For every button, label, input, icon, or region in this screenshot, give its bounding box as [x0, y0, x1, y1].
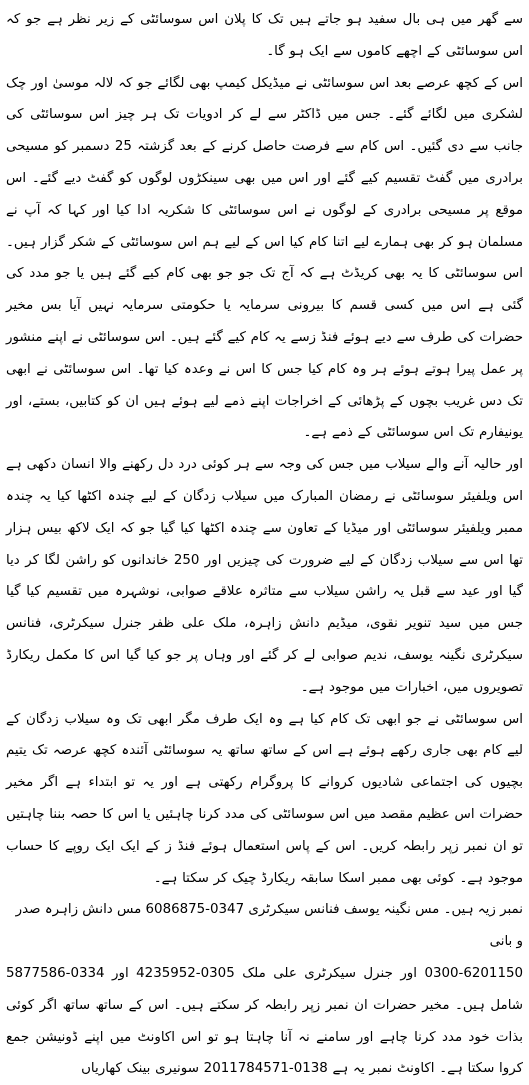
contact-account-details: 0300-6201150 اور جنرل سیکرٹری علی ملک 0305-4235952 اور 0334-5877586 شامل ہیں۔ مخیر حضرات ان نمبر زپر رابطہ کر سکتے ہیں۔ اس کے ساتھ ساتھ اگر کوئی بذات خود مدد کرنا چاہے اور سامنے نہ آنا چاہتا ہو تو اس اکاونٹ میں اپنے ڈونیشن جمع کروا سکتا ہے۔ اکاونٹ نمبر یہ ہے 0138-2011784571 سونیری بینک کھاریاں	[6, 965, 523, 1077]
paragraph-intro: سے گھر میں ہی بال سفید ہو جاتے ہیں تک کا پلان اس سوسائٹی کے زیر نظر ہے جو کہ اس سوسائٹی کے اچھے کاموں سے ایک ہو گا۔	[6, 12, 523, 59]
contact-numbers: نمبر زیہ ہیں۔ مس نگینہ یوسف فنانس سیکرٹری 0347-6086875 مس دانش زاہرہ صدر و بانی	[15, 902, 523, 950]
paragraph-flood-relief: اور حالیہ آنے والے سیلاب میں جس کی وجہ سے ہر کوئی درد دل رکھنے والا انسان دکھی ہے اس ویلفیئر سوسائٹی نے رمضان المبارک میں سیلاب زدگان کے لیے چندہ اکٹھا کیا یہ چندہ ممبر ویلفیئر سوسائٹی اور میڈیا کے تعاون سے چندہ اکٹھا کیا گیا جو کہ ایک لاکھ بیس ہزار تھا اس سے سیلاب زدگان کے لیے ضرورت کی چیزیں اور 250 خاندانوں کو راشن لگا کر دیا گیا اور عید سے قبل یہ راشن سیلاب سے متاثرہ علاقے صوابی، نوشہرہ میں تقسیم کیا گیا جس میں سید تنویر نقوی، میڈیم دانش زاہرہ، ملک علی ظفر جنرل سیکرٹری، فنانس سیکرٹری نگینہ یوسف، ندیم صوابی لے کر گئے اور وہاں پر جو کیا گیا اس کا مکمل ریکارڈ تصویروں میں، اخبارات میں موجود ہے۔	[6, 457, 523, 695]
paragraph-medical-camps: اس کے کچھ عرصے بعد اس سوسائٹی نے میڈیکل کیمپ بھی لگائے جو کہ لالہ موسیٰ اور چک لشکری میں لگائے گئے۔ جس میں ڈاکٹر سے لے کر ادویات تک ہر چیز اس سوسائٹی کی جانب سے دی گئیں۔ اس کام سے فرصت حاصل کرنے کے بعد گزشتہ 25 دسمبر کو مسیحی برادری میں گفٹ تقسیم کیے گئے اور اس میں بھی سینکڑوں لوگوں کو گفٹ دیے گئے۔ اس موقع پر مسیحی برادری کے لوگوں نے اس سوسائٹی کا شکریہ ادا کیا اور کہا کہ آپ نے مسلمان ہو کر بھی ہمارے لیے اتنا کام کیا اس کے لیے ہم اس سوسائٹی کے شکر گزار ہیں۔ اس سوسائٹی کا یہ بھی کریڈٹ ہے کہ آج تک جو جو بھی کام کیے گئے ہیں یا جو مدد کی گئی ہے اس میں کسی قسم کا بیرونی سرمایہ یا حکومتی سرمایہ نہیں آیا بس مخیر حضرات کی طرف سے دیے ہوئے فنڈ زسے یہ کام کیے گئے ہیں۔ اس سوسائٹی نے اپنے منشور پر عمل پیرا ہوتے ہوئے ہر وہ کام کیا جس کا اس نے وعدہ کیا تھا۔ اس سوسائٹی نے ابھی تک دس غریب بچوں کے پڑھائی کے اخراجات اپنے ذمے لیے ہوئے ہیں ان کو کتابیں، بستے، اور یونیفارم تک اس سوسائٹی کے ذمے ہے۔	[6, 75, 523, 441]
paragraph-ongoing-work: اس سوسائٹی نے جو ابھی تک کام کیا ہے وہ ایک طرف مگر ابھی تک وہ سیلاب زدگان کے لیے کام بھی جاری رکھے ہوئے ہے اس کے ساتھ ساتھ یہ سوسائٹی آئندہ کچھ عرصہ تک یتیم بچیوں کی اجتماعی شادیوں کروانے کا پروگرام رکھتی ہے اور یہ تو ابتداء ہے اگر مخیر حضرات اس عظیم مقصد میں اس سوسائٹی کی مدد کرنا چاہئیں یا اس کا حصہ بننا چاہتیں تو ان نمبر زپر رابطہ کریں۔ اس کے پاس استعمال ہوئے فنڈ ز کے ایک ایک روپے کا حساب موجود ہے۔ کوئی بھی ممبر اسکا سابقہ ریکارڈ چیک کر سکتا ہے۔	[6, 711, 523, 886]
